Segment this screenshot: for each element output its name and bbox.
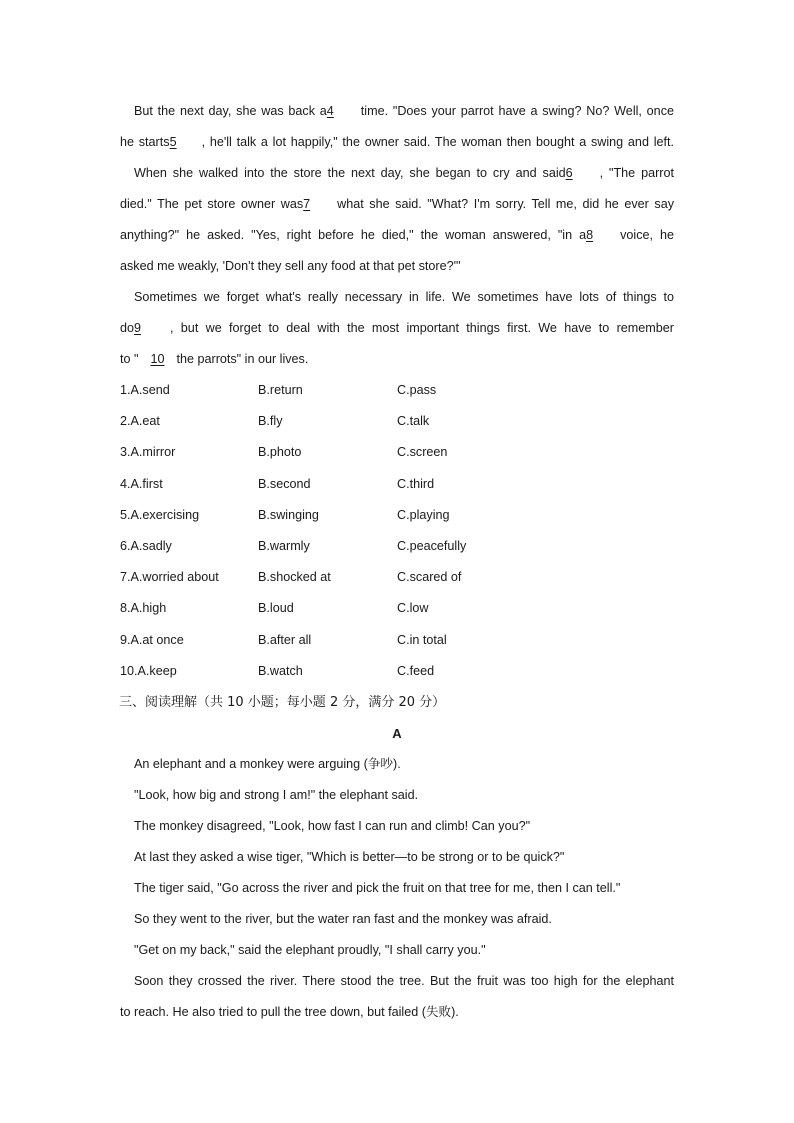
option-c: C.in total [397, 632, 447, 647]
option-row [120, 406, 674, 437]
option-c: C.low [397, 601, 429, 616]
text: the parrots" in our lives. [176, 352, 309, 366]
cloze-line: asked me weakly, 'Don't they sell any food at that pet store?'" [120, 259, 461, 273]
blank-10: 10 [150, 352, 165, 366]
reading-passage [120, 749, 674, 1028]
option-c: C.screen [397, 445, 448, 460]
option-b: B.photo [258, 445, 302, 460]
option-a: 2.A.eat [120, 414, 160, 429]
option-a: 1.A.send [120, 383, 170, 397]
option-a: 8.A.high [120, 601, 167, 616]
option-b: B.warmly [258, 538, 310, 553]
option-row [120, 562, 674, 593]
text: do [120, 321, 135, 335]
reading-line: So they went to the river, but the water ran fast and the monkey was afraid. [134, 911, 552, 926]
option-c: C.third [397, 476, 435, 491]
reading-line: An elephant and a monkey were arguing (争吵). [134, 756, 401, 771]
option-a: 10.A.keep [120, 663, 177, 678]
option-c: C.scared of [397, 570, 462, 585]
text: , he'll talk a lot happily," the owner said. The woman then bought a swing and left. [201, 135, 674, 149]
blank-8: 8 [586, 228, 594, 242]
option-b: B.shocked at [258, 570, 331, 585]
cloze-line [120, 313, 674, 344]
reading-line: At last they asked a wise tiger, "Which is better—to be strong or to be quick?" [134, 849, 565, 864]
passage-title: A [392, 725, 402, 741]
blank-5: 5 [169, 135, 177, 149]
text: voice, he [620, 228, 675, 242]
reading-line: The tiger said, "Go across the river and pick the fruit on that tree for me, then I can tell." [134, 880, 621, 895]
cloze-line: Sometimes we forget what's really necessary in life. We sometimes have lots of things to [134, 290, 674, 304]
exam-page [120, 96, 674, 1028]
option-b: B.fly [258, 414, 283, 429]
reading-line: Soon they crossed the river. There stood the tree. But the fruit was too high for the elephant [134, 973, 674, 988]
option-c: C.peacefully [397, 538, 467, 553]
reading-line: to reach. He also tried to pull the tree down, but failed (失败). [120, 1004, 459, 1019]
option-row [120, 593, 674, 624]
option-a: 6.A.sadly [120, 538, 172, 553]
text: he starts [120, 135, 170, 149]
options-list [120, 375, 674, 687]
option-b: B.after all [258, 632, 312, 647]
option-a: 9.A.at once [120, 632, 184, 647]
reading-line: "Look, how big and strong I am!" the elephant said. [134, 787, 419, 802]
option-c: C.playing [397, 507, 450, 522]
cloze-line [120, 189, 674, 220]
option-b: B.second [258, 476, 311, 491]
option-row [120, 531, 674, 562]
text: , "The parrot [599, 166, 674, 180]
option-row [120, 375, 674, 406]
cloze-line [120, 96, 674, 127]
option-row [120, 469, 674, 500]
text: what she said. "What? I'm sorry. Tell me, did he ever say [337, 197, 674, 211]
blank-7: 7 [303, 197, 311, 211]
option-a: 3.A.mirror [120, 445, 176, 460]
option-b: B.return [258, 383, 303, 397]
option-c: C.pass [397, 383, 437, 397]
text: When she walked into the store the next day, she began to cry and said [134, 166, 566, 180]
text: But the next day, she was back a [134, 104, 327, 118]
cloze-line [120, 344, 674, 375]
option-row [120, 656, 674, 687]
option-row [120, 625, 674, 656]
blank-4: 4 [326, 104, 334, 118]
option-row [120, 500, 674, 531]
text: to " [120, 352, 139, 366]
option-b: B.watch [258, 663, 303, 678]
blank-6: 6 [565, 166, 573, 180]
cloze-line [120, 220, 674, 251]
cloze-line [120, 158, 674, 189]
text: , but we forget to deal with the most important things first. We have to remember [170, 321, 674, 335]
reading-line: The monkey disagreed, "Look, how fast I can run and climb! Can you?" [134, 818, 531, 833]
option-a: 7.A.worried about [120, 570, 219, 585]
option-a: 4.A.first [120, 476, 163, 491]
option-b: B.loud [258, 601, 294, 616]
cloze-line [120, 127, 674, 158]
option-c: C.feed [397, 663, 435, 678]
option-b: B.swinging [258, 507, 319, 522]
blank-9: 9 [134, 321, 142, 335]
option-row [120, 437, 674, 468]
section-heading: 三、阅读理解（共 10 小题；每小题 2 分，满分 20 分） [119, 694, 446, 710]
option-a: 5.A.exercising [120, 507, 200, 522]
text: time. "Does your parrot have a swing? No? Well, once [360, 104, 674, 118]
text: died." The pet store owner was [120, 197, 304, 211]
reading-line: "Get on my back," said the elephant proudly, "I shall carry you." [134, 942, 486, 957]
option-c: C.talk [397, 414, 430, 429]
text: anything?" he asked. "Yes, right before he died," the woman answered, "in a [120, 228, 587, 242]
